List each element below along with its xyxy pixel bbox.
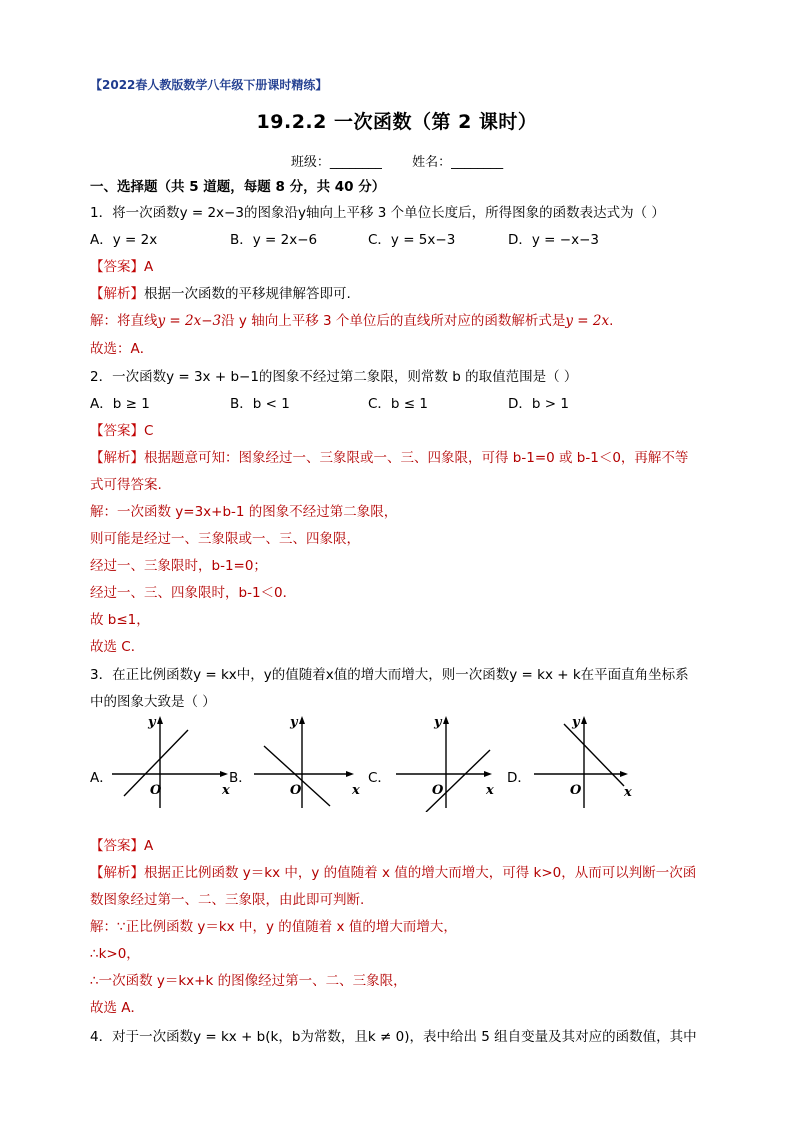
q3-graph-d: [530, 716, 670, 812]
analysis-text: 根据一次函数的平移规律解答即可.: [144, 286, 351, 302]
q2-solution-line: 则可能是经过一、三象限或一、三、四象限，: [90, 531, 360, 547]
q2-option-c: C．b ≤ 1: [368, 396, 428, 412]
question-3-stem: 3．在正比例函数y = kx中，y的值随着x值的增大而增大，则一次函数y = kx + k在平面直角坐标系: [90, 667, 689, 683]
q3-graph-a: [110, 716, 250, 812]
q3-answer: [90, 837, 153, 855]
q2-option-a: A．b ≥ 1: [90, 396, 150, 412]
solution-mid: 沿 y 轴向上平移 3 个单位后的直线所对应的函数解析式是: [221, 313, 566, 329]
q2-analysis: [90, 449, 688, 467]
q2-solution-line: 解：一次函数 y=3x+b-1 的图象不经过第二象限，: [90, 504, 398, 520]
axis-y-label: y: [148, 716, 156, 730]
q3-solution-line: ∴k>0，: [90, 946, 140, 962]
solution-expr-1: y = 2x−3: [157, 313, 222, 329]
q2-solution-line: 故 b≤1，: [90, 612, 150, 628]
axis-x-label: x: [352, 783, 360, 798]
question-3-stem-cont: 中的图象大致是（ ）: [90, 694, 216, 710]
axis-y-label: y: [572, 716, 580, 730]
q3-option-b-label: B．: [229, 770, 252, 786]
q3-graph-c: [392, 716, 532, 812]
q3-graph-b: [250, 716, 390, 812]
student-info: [0, 151, 794, 170]
q1-option-b: B．y = 2x−6: [230, 232, 318, 248]
analysis-tag: 【解析】: [90, 865, 144, 881]
q1-option-a: A．y = 2x: [90, 232, 158, 248]
q3-option-d-label: D．: [507, 770, 531, 786]
name-field: 姓名：________: [412, 155, 504, 170]
solution-expr-2: y = 2x: [565, 313, 610, 329]
q2-solution-line: 经过一、三象限时，b-1=0；: [90, 558, 267, 574]
q3-solution-line: ∴一次函数 y＝kx+k 的图像经过第一、二、三象限，: [90, 973, 407, 989]
axis-x-label: x: [624, 785, 632, 800]
origin-label: O: [570, 783, 582, 798]
q2-solution-line: 经过一、三、四象限时，b-1＜0．: [90, 585, 297, 601]
axis-y-label: y: [434, 716, 442, 730]
q3-solution-line: 故选 A．: [90, 1000, 145, 1016]
answer-tag: 【答案】: [90, 838, 144, 854]
answer-tag: 【答案】: [90, 259, 144, 275]
q3-analysis-cont: 数图象经过第一、二、三象限，由此即可判断.: [90, 892, 365, 908]
origin-label: O: [290, 783, 302, 798]
q1-option-c: C．y = 5x−3: [368, 232, 456, 248]
solution-end: .: [609, 313, 614, 329]
q3-solution-line: 解：∵正比例函数 y＝kx 中，y 的值随着 x 值的增大而增大，: [90, 919, 457, 935]
q2-option-b: B．b < 1: [230, 396, 290, 412]
q2-analysis-cont: 式可得答案.: [90, 477, 162, 493]
question-4-stem: 4．对于一次函数y = kx + b(k，b为常数，且k ≠ 0)，表中给出 5 组自变量及其对应的函数值，其中: [90, 1029, 697, 1045]
origin-label: O: [150, 783, 162, 798]
axis-y-label: y: [290, 716, 298, 730]
q3-option-c-label: C．: [368, 770, 391, 786]
q3-analysis: [90, 864, 696, 882]
q1-answer: [90, 258, 153, 276]
analysis-text: 根据正比例函数 y＝kx 中，y 的值随着 x 值的增大而增大，可得 k>0，从而可以判断一次函: [144, 865, 697, 881]
q1-option-d: D．y = −x−3: [508, 232, 599, 248]
origin-label: O: [432, 783, 444, 798]
q1-solution: [90, 312, 613, 330]
section-heading: 一、选择题（共 5 道题，每题 8 分，共 40 分）: [90, 179, 386, 195]
q2-solution-line: 故选 C．: [90, 639, 145, 655]
answer-value: A: [144, 838, 154, 854]
answer-value: A: [144, 259, 154, 275]
analysis-text: 根据题意可知：图象经过一、三象限或一、三、四象限，可得 b-1=0 或 b-1＜0，再解不等: [144, 450, 689, 466]
question-2-stem: 2．一次函数y = 3x + b−1的图象不经过第二象限，则常数 b 的取值范围是（ ）: [90, 369, 578, 385]
analysis-tag: 【解析】: [90, 286, 144, 302]
axis-x-label: x: [222, 783, 230, 798]
axis-x-label: x: [486, 783, 494, 798]
q2-answer: [90, 422, 153, 440]
q1-choice: 故选：A．: [90, 341, 154, 357]
class-field: 班级：________: [290, 155, 382, 170]
q2-option-d: D．b > 1: [508, 396, 569, 412]
page-title: 19.2.2 一次函数（第 2 课时）: [256, 111, 538, 133]
question-1-stem: 1．将一次函数y = 2x−3的图象沿y轴向上平移 3 个单位长度后，所得图象的函数表达式为（ ）: [90, 205, 665, 221]
q3-option-a-label: A．: [90, 770, 113, 786]
solution-prefix: 解：将直线: [90, 313, 158, 329]
analysis-tag: 【解析】: [90, 450, 144, 466]
answer-value: C: [144, 423, 154, 439]
answer-tag: 【答案】: [90, 423, 144, 439]
series-header: 【2022春人教版数学八年级下册课时精练】: [90, 78, 328, 92]
q1-analysis: [90, 285, 351, 303]
